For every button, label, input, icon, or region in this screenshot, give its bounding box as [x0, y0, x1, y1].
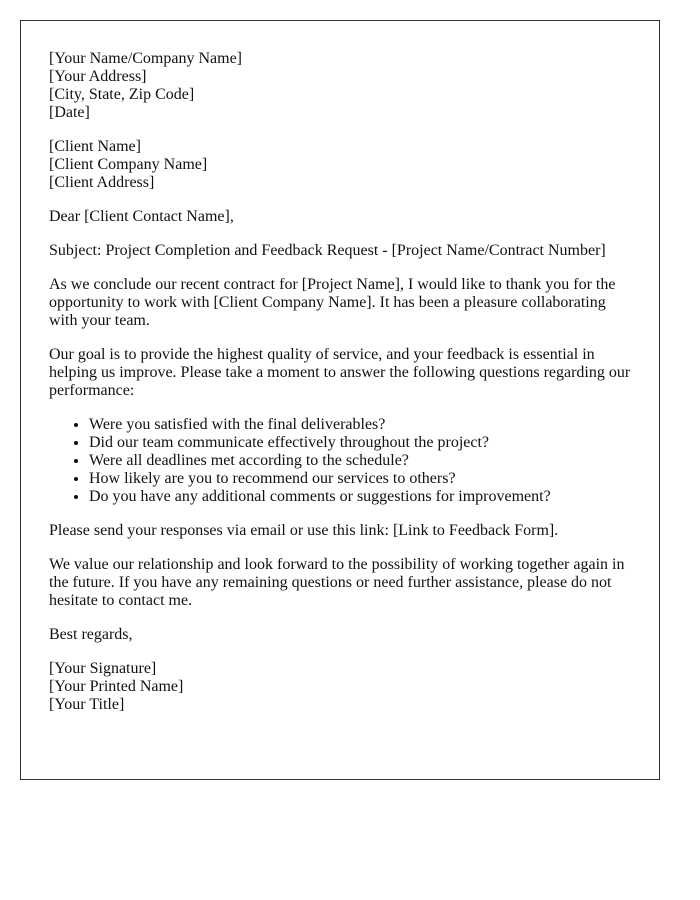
recipient-block — [49, 138, 631, 192]
subject-line: Subject: Project Completion and Feedback Request - [Project Name/Contract Number] — [49, 242, 606, 259]
salutation: Dear [Client Contact Name], — [49, 208, 234, 225]
questions-list — [49, 416, 631, 506]
goal-paragraph: Our goal is to provide the highest quality of service, and your feedback is essential in helping us improve. Please take a moment to answer the following questions regarding our performance: — [49, 346, 631, 399]
response-instruction: Please send your responses via email or use this link: [Link to Feedback Form]. — [49, 522, 559, 539]
list-item: • Were you satisfied with the final deliverables? — [89, 416, 631, 434]
closing: Best regards, — [49, 626, 133, 643]
sender-block — [49, 50, 631, 122]
sender-address: [Your Address] — [49, 68, 147, 85]
list-item: • Do you have any additional comments or suggestions for improvement? — [89, 488, 631, 506]
sender-name: [Your Name/Company Name] — [49, 50, 243, 67]
recipient-address: [Client Address] — [49, 174, 155, 191]
intro-paragraph: As we conclude our recent contract for [Project Name], I would like to thank you for the opportunity to work with [Client Company Name]. It has been a pleasure collaborating with your team. — [49, 276, 616, 329]
closing-paragraph: We value our relationship and look forward to the possibility of working together again in the future. If you have any remaining questions or need further assistance, please do not hesitate to contact me. — [49, 556, 625, 609]
sender-city: [City, State, Zip Code] — [49, 86, 195, 103]
recipient-name: [Client Name] — [49, 138, 141, 155]
letter-date: [Date] — [49, 104, 90, 121]
recipient-company: [Client Company Name] — [49, 156, 208, 173]
list-item: • Did our team communicate effectively throughout the project? — [89, 434, 631, 452]
letter-document — [20, 20, 660, 780]
signature: [Your Signature] — [49, 660, 157, 677]
list-item: • How likely are you to recommend our services to others? — [89, 470, 631, 488]
signer-title: [Your Title] — [49, 696, 125, 713]
printed-name: [Your Printed Name] — [49, 678, 184, 695]
list-item: • Were all deadlines met according to the schedule? — [89, 452, 631, 470]
signature-block — [49, 660, 631, 714]
